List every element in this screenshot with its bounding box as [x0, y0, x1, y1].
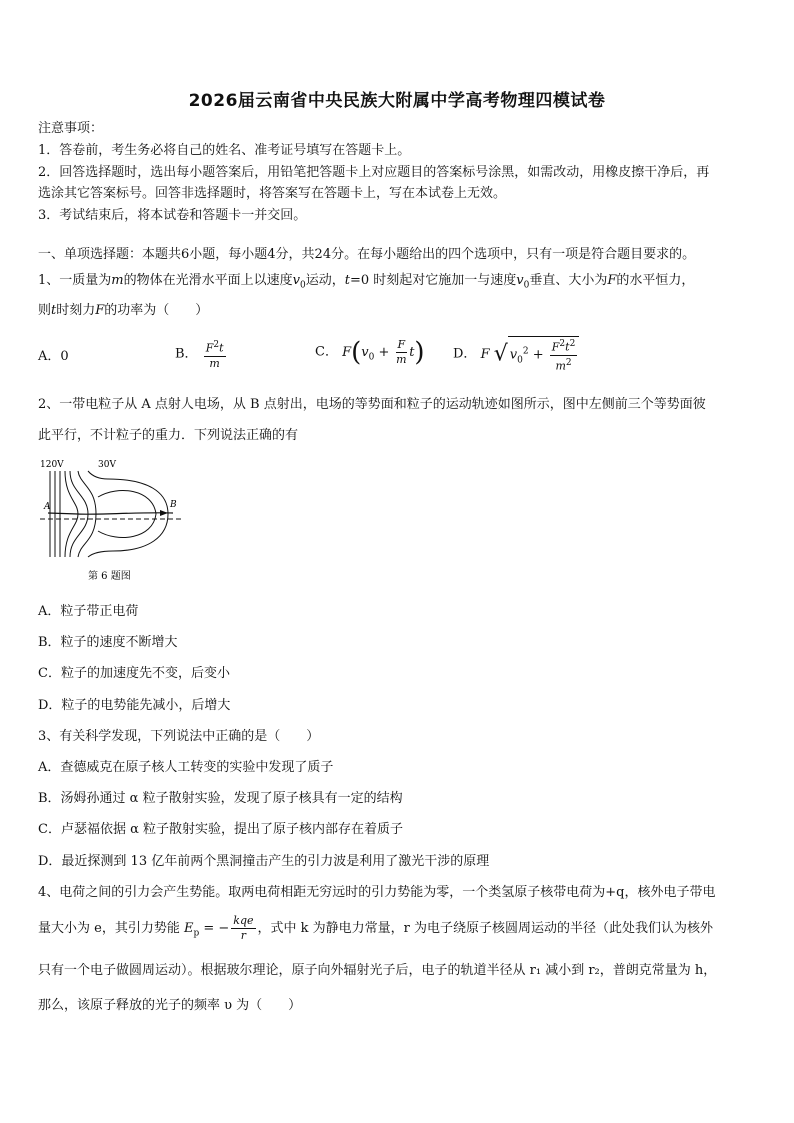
particle-trajectory: [48, 513, 173, 514]
label-120v: 120V: [40, 460, 64, 470]
q2-option-d: D．粒子的电势能先减小，后增大: [38, 698, 231, 713]
q2-stem-line1: 2、一带电粒子从 A 点射人电场，从 B 点射出，电场的等势面和粒子的运动轨迹如图所示，图中左侧前三个等势面彼: [38, 397, 706, 412]
q2-option-a: A．粒子带正电荷: [38, 604, 139, 619]
q1-option-d: D． F √ $v_0^2$ + $\frac{F^2t^2}{m^2}$: [453, 336, 579, 373]
q2-option-c: C．粒子的加速度先不变，后变小: [38, 666, 230, 681]
label-b: B: [170, 500, 177, 510]
q4-stem-line2: 量大小为 e，其引力势能 $E_p$ = − $\frac{\text{kqe}}{r}$ ，式中 k 为静电力常量，r 为电子绕原子核圆周运动的半径（此处我们认为核外: [38, 914, 714, 942]
q1-option-a: A．0: [38, 349, 69, 364]
notice-heading: 注意事项：: [38, 121, 104, 136]
label-a: A: [44, 502, 51, 512]
q3-option-b: B．汤姆孙通过 α 粒子散射实验，发现了原子核具有一定的结构: [38, 791, 403, 806]
q3-option-c: C．卢瑟福依据 α 粒子散射实验，提出了原子核内部存在着质子: [38, 822, 403, 837]
q4-energy-formula: $E_p$ = − $\frac{\text{kqe}}{r}$: [183, 914, 254, 942]
q2-equipotential-figure: [38, 457, 188, 587]
q2-stem-line2: 此平行，不计粒子的重力．下列说法正确的有: [38, 428, 299, 443]
section-heading: 一、单项选择题：本题共6小题，每小题4分，共24分。在每小题给出的四个选项中，只有一项是符合题目要求的。: [38, 247, 696, 262]
q3-option-d: D．最近探测到 13 亿年前两个黑洞撞击产生的引力波是利用了激光干涉的原理: [38, 854, 490, 869]
notice-item-2: 2．回答选择题时，选出每小题答案后，用铅笔把答题卡上对应题目的答案标号涂黑，如需改动，用橡皮擦干净后，再: [38, 165, 710, 180]
q1-option-b-formula: $\frac{F^2t}{m}$: [205, 340, 224, 370]
q1-option-c-formula: $F(v_0$ + $\frac{F}{m}$ t): [342, 337, 425, 368]
q2-option-b: B．粒子的速度不断增大: [38, 635, 178, 650]
q4-stem-line4: 那么，该原子释放的光子的频率 υ 为（ ）: [38, 998, 302, 1013]
notice-item-3: 3．考试结束后，将本试卷和答题卡一并交回。: [38, 208, 307, 223]
q1-stem-line1: 1、一质量为m的物体在光滑水平面上以速度$v_0$运动，t=0 时刻起对它施加一与速度$v_0$垂直、大小为F的水平恒力，: [38, 273, 695, 291]
trajectory-arrow-icon: [160, 510, 168, 516]
q3-stem: 3、有关科学发现，下列说法中正确的是（ ）: [38, 729, 320, 744]
page-title: 2026届云南省中央民族大附属中学高考物理四模试卷: [188, 91, 606, 111]
q1-option-b: B． $\frac{F^2t}{m}$: [175, 340, 224, 370]
notice-item-1: 1．答卷前，考生务必将自己的姓名、准考证号填写在答题卡上。: [38, 143, 411, 158]
label-30v: 30V: [98, 460, 116, 470]
q3-option-a: A．查德威克在原子核人工转变的实验中发现了质子: [38, 760, 334, 775]
q1-stem-line2: 则t时刻力F的功率为（ ）: [38, 303, 209, 318]
q1-option-c: C． $F(v_0$ + $\frac{F}{m}$ t): [315, 337, 425, 368]
q1-option-d-formula: F √ $v_0^2$ + $\frac{F^2t^2}{m^2}$: [481, 347, 580, 362]
notice-item-2-cont: 选涂其它答案标号。回答非选择题时，将答案写在答题卡上，写在本试卷上无效。: [38, 186, 507, 201]
q4-stem-line1: 4、电荷之间的引力会产生势能。取两电荷相距无穷远时的引力势能为零，一个类氢原子核带电荷为+q，核外电子带电: [38, 885, 716, 900]
figure-caption: 第 6 题图: [88, 571, 131, 582]
q4-stem-line3: 只有一个电子做圆周运动）。根据玻尔理论，原子向外辐射光子后，电子的轨道半径从 r₁ 减小到 r₂，普朗克常量为 h，: [38, 963, 717, 978]
